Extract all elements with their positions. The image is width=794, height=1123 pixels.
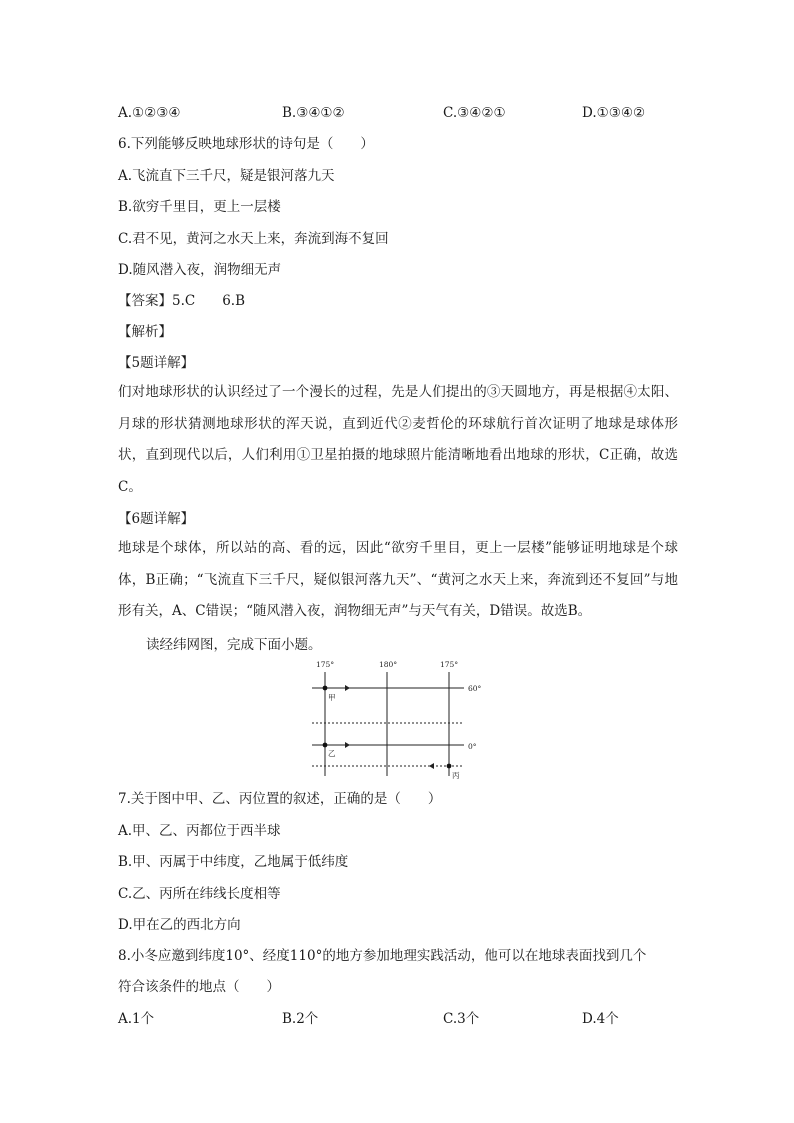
lon-label-left: 175° <box>316 660 335 669</box>
analysis-heading: 【解析】 <box>118 324 172 340</box>
q7-option-c: C.乙、丙所在纬线长度相等 <box>118 886 281 902</box>
lon-label-right: 175° <box>440 660 459 669</box>
q6-option-c: C.君不见，黄河之水天上来，奔流到海不复回 <box>118 231 389 247</box>
point-label-jia: 甲 <box>328 693 336 702</box>
q6-option-a: A.飞流直下三千尺，疑是银河落九天 <box>118 168 335 184</box>
q5-option-d: D.①③④② <box>582 105 646 121</box>
q8-option-b: B.2个 <box>282 1011 319 1027</box>
q6-detail-heading: 【6题详解】 <box>118 511 195 527</box>
arrow-east-bottom <box>345 742 350 748</box>
lat-label-0: 0° <box>468 742 477 751</box>
q6-detail-text: 地球是个球体，所以站的高、看的远，因此“欲穷千里目，更上一层楼”能够证明地球是个球体，B正确；“飞流直下三千尺，疑似银河落九天”、“黄河之水天上来，奔流到还不复回”与地形有关，A、C错误；“随风潜入夜，润物细无声”与天气有关，D错误。故选B。 <box>118 540 678 619</box>
point-jia <box>323 686 328 691</box>
q6-stem: 6.下列能够反映地球形状的诗句是（ ） <box>118 136 374 152</box>
q8-option-d: D.4个 <box>582 1011 619 1027</box>
q8-option-c: C.3个 <box>443 1011 480 1027</box>
q7-option-d: D.甲在乙的西北方向 <box>118 917 241 933</box>
q8-stem-line1: 8.小冬应邀到纬度10°、经度110°的地方参加地理实践活动，他可以在地球表面找到几个 <box>118 948 647 964</box>
q5-option-c: C.③④②① <box>443 105 506 121</box>
q8-stem-line2: 符合该条件的地点（ ） <box>118 979 280 995</box>
point-label-bing: 丙 <box>452 771 460 780</box>
q8-option-a: A.1个 <box>118 1011 155 1027</box>
q5-detail-heading: 【5题详解】 <box>118 355 195 371</box>
q5-option-a: A.①②③④ <box>118 105 181 121</box>
point-yi <box>323 743 328 748</box>
q5-option-b: B.③④①② <box>282 105 345 121</box>
graticule-diagram <box>300 652 500 782</box>
q7-option-b: B.甲、丙属于中纬度，乙地属于低纬度 <box>118 854 349 870</box>
q6-option-b: B.欲穷千里目，更上一层楼 <box>118 199 281 215</box>
arrow-east-top <box>345 685 350 691</box>
point-label-yi: 乙 <box>328 749 336 758</box>
answer-line: 【答案】5.C 6.B <box>118 293 246 309</box>
point-bing <box>447 764 452 769</box>
q6-option-d: D.随风潜入夜，润物细无声 <box>118 262 282 278</box>
q5-detail-text: 们对地球形状的认识经过了一个漫长的过程，先是人们提出的③天圆地方，再是根据④太阳、月球的形状猜测地球形状的浑天说，直到近代②麦哲伦的环球航行首次证明了地球是球体形状，直到现代以后，人们利用①卫星拍摄的地球照片能清晰地看出地球的形状，C正确，故选C。 <box>118 384 678 495</box>
q7-option-a: A.甲、乙、丙都位于西半球 <box>118 823 281 839</box>
arrow-west <box>429 763 434 769</box>
intro-text: 读经纬网图，完成下面小题。 <box>146 637 322 653</box>
lat-label-60: 60° <box>468 684 482 693</box>
q7-stem: 7.关于图中甲、乙、丙位置的叙述，正确的是（ ） <box>118 791 442 807</box>
lon-label-center: 180° <box>379 660 398 669</box>
